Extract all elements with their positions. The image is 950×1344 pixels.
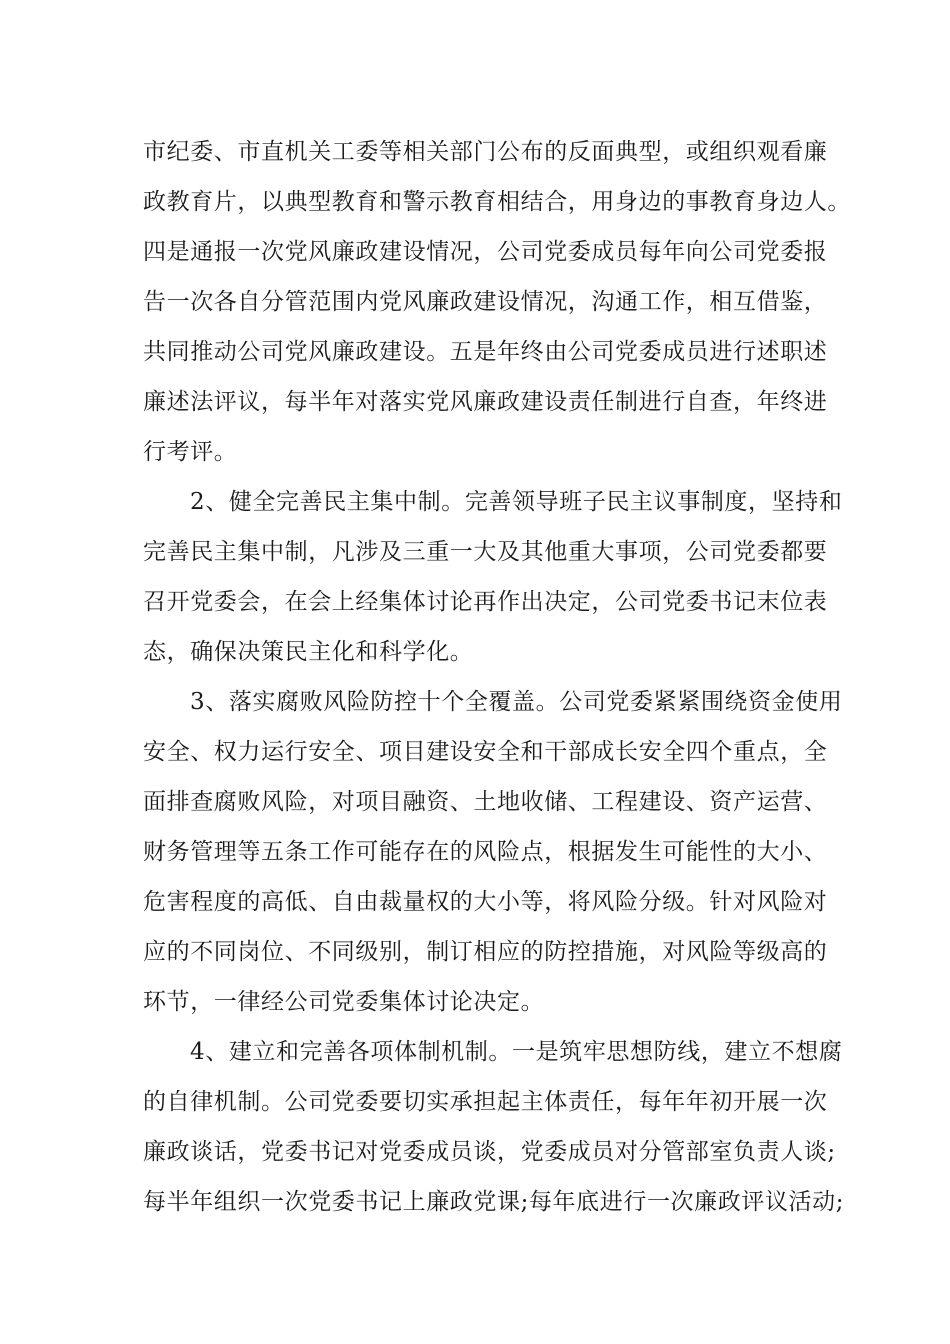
text-line: 应的不同岗位、不同级别，制订相应的防控措施，对风险等级高的 [143,939,828,965]
text-line: 的自律机制。公司党委要切实承担起主体责任，每年年初开展一次 [143,1089,828,1115]
text-line: 廉政谈话，党委书记对党委成员谈，党委成员对分管部室负责人谈; [143,1139,836,1165]
text-line: 完善民主集中制，凡涉及三重一大及其他重大事项，公司党委都要 [143,539,828,565]
text-line: 廉述法评议，每半年对落实党风廉政建设责任制进行自查，年终进 [143,389,828,415]
text-line: 政教育片，以典型教育和警示教育相结合，用身边的事教育身边人。 [143,189,851,215]
paragraph-start-line: 4、建立和完善各项体制机制。一是筑牢思想防线，建立不想腐 [190,1039,843,1065]
text-line: 安全、权力运行安全、项目建设安全和干部成长安全四个重点，全 [143,739,828,765]
text-line: 危害程度的高低、自由裁量权的大小等，将风险分级。针对风险对 [143,889,828,915]
text-line: 面排查腐败风险，对项目融资、土地收储、工程建设、资产运营、 [143,789,828,815]
text-line: 态，确保决策民主化和科学化。 [143,639,474,665]
text-line: 每半年组织一次党委书记上廉政党课;每年底进行一次廉政评议活动; [143,1189,845,1215]
text-line: 财务管理等五条工作可能存在的风险点，根据发生可能性的大小、 [143,839,828,865]
text-line: 行考评。 [143,439,238,465]
text-line: 市纪委、市直机关工委等相关部门公布的反面典型，或组织观看廉 [143,139,828,165]
text-line: 告一次各自分管范围内党风廉政建设情况，沟通工作，相互借鉴， [143,289,828,315]
paragraph-start-line: 2、健全完善民主集中制。完善领导班子民主议事制度，坚持和 [190,489,843,515]
text-line: 环节，一律经公司党委集体讨论决定。 [143,989,545,1015]
paragraph-start-line: 3、落实腐败风险防控十个全覆盖。公司党委紧紧围绕资金使用 [190,689,843,715]
document-body [143,127,851,1227]
text-line: 共同推动公司党风廉政建设。五是年终由公司党委成员进行述职述 [143,339,828,365]
text-line: 召开党委会，在会上经集体讨论再作出决定，公司党委书记末位表 [143,589,828,615]
text-line: 四是通报一次党风廉政建设情况，公司党委成员每年向公司党委报 [143,239,828,265]
